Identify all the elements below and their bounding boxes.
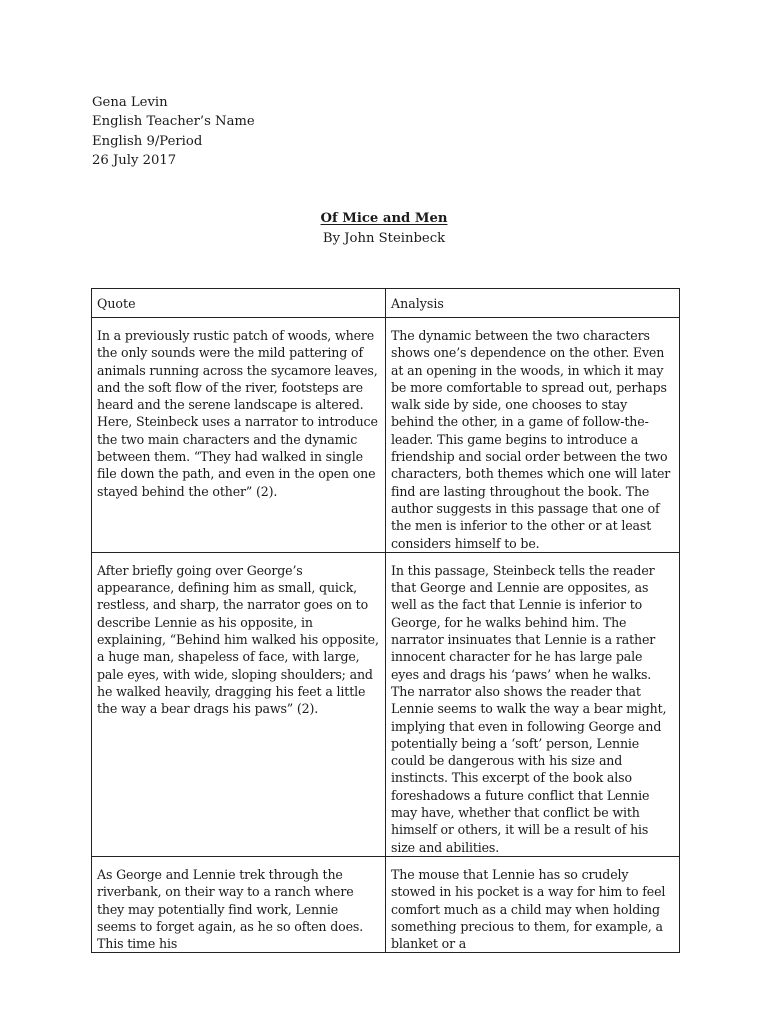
analysis-cell — [386, 318, 680, 553]
analysis-text: In this passage, Steinbeck tells the reader that George and Lennie are opposites, as well as the fact that Lennie is inferior to George, for he walks behind him. The narrator insinuates that Lennie is a rather innocent character for he has large pale eyes and drags his ‘paws’ when he walks. The narrator also shows the reader that Lennie seems to walk the way a bear might, implying that even in following George and potentially being a ‘soft’ person, Lennie could be dangerous with his size and instincts. This excerpt of the book also foreshadows a future conflict that Lennie may have, whether that conflict be with himself or others, it will be a result of his size and abilities. — [391, 562, 667, 855]
analysis-cell — [386, 856, 680, 952]
document-byline: By John Steinbeck — [322, 230, 446, 246]
document-title: Of Mice and Men — [320, 211, 448, 226]
column-header-quote: Quote — [92, 289, 386, 318]
analysis-cell — [386, 552, 680, 856]
title-block — [0, 209, 768, 248]
analysis-text: The mouse that Lennie has so crudely stowed in his pocket is a way for him to feel comfort much as a child may when holding something precious to them, for example, a blanket or a — [391, 866, 666, 952]
quote-text: As George and Lennie trek through the riverbank, on their way to a ranch where they may potentially find work, Lennie seems to forget again, as he so often does. This time his — [97, 866, 364, 952]
quote-cell — [92, 856, 386, 952]
student-heading — [92, 93, 255, 170]
table-row — [92, 318, 680, 553]
table-header-row — [92, 289, 680, 318]
column-header-analysis: Analysis — [386, 289, 680, 318]
student-name: Gena Levin — [92, 95, 168, 110]
quote-cell — [92, 552, 386, 856]
table-row — [92, 552, 680, 856]
quote-analysis-table — [91, 288, 680, 953]
analysis-text: The dynamic between the two characters shows one’s dependence on the other. Even at an opening in the woods, in which it may be more comfortable to spread out, perhaps walk side by side, one chooses to stay behind the other, in a game of follow-the-leader. This game begins to introduce a friendship and social order between the two characters, both themes which one will later find are lasting throughout the book. The author suggests in this passage that one of the men is inferior to the other or at least considers himself to be. — [391, 328, 671, 551]
quote-cell — [92, 318, 386, 553]
course-period: English 9/Period — [92, 133, 203, 149]
quote-text: After briefly going over George’s appearance, defining him as small, quick, restless, and sharp, the narrator goes on to describe Lennie as his opposite, in explaining, “Behind him walked his opposite, a huge man, shapeless of face, with large, pale eyes, with wide, sloping shoulders; and he walked heavily, dragging his feet a little the way a bear drags his paws” (2). — [97, 562, 379, 717]
quote-text: In a previously rustic patch of woods, where the only sounds were the mild pattering of animals running across the sycamore leaves, and the soft flow of the river, footsteps are heard and the serene landscape is altered. Here, Steinbeck uses a narrator to introduce the two main characters and the dynamic between them. “They had walked in single file down the path, and even in the open one stayed behind the other” (2). — [97, 328, 378, 499]
teacher-name: English Teacher’s Name — [92, 114, 255, 130]
table-row — [92, 856, 680, 952]
document-date: 26 July 2017 — [92, 152, 177, 168]
